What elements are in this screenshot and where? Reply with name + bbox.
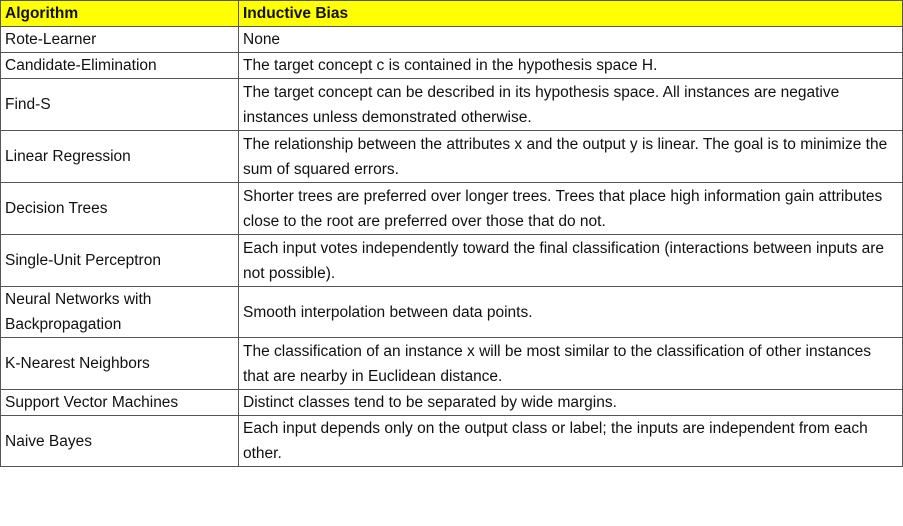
bias-cell: Each input votes independently toward the final classification (interactions between inputs are not possible).: [239, 235, 903, 287]
algorithm-cell: Decision Trees: [1, 183, 239, 235]
header-inductive-bias: Inductive Bias: [239, 1, 903, 27]
algorithm-cell: Find-S: [1, 79, 239, 131]
table-row: [1, 338, 903, 390]
algorithm-cell: Support Vector Machines: [1, 390, 239, 416]
bias-cell: The target concept c is contained in the hypothesis space H.: [239, 53, 903, 79]
table-header-row: [1, 1, 903, 27]
bias-cell: The relationship between the attributes x and the output y is linear. The goal is to minimize the sum of squared errors.: [239, 131, 903, 183]
bias-cell: None: [239, 27, 903, 53]
algorithm-cell: Neural Networks with Backpropagation: [1, 287, 239, 338]
algorithm-cell: Linear Regression: [1, 131, 239, 183]
bias-cell: Shorter trees are preferred over longer trees. Trees that place high information gain attributes close to the root are preferred over those that do not.: [239, 183, 903, 235]
algorithm-cell: Rote-Learner: [1, 27, 239, 53]
table-row: [1, 183, 903, 235]
table-row: [1, 287, 903, 338]
table-row: [1, 235, 903, 287]
bias-cell: Smooth interpolation between data points.: [239, 287, 903, 338]
bias-cell: Distinct classes tend to be separated by wide margins.: [239, 390, 903, 416]
algorithm-cell: Candidate-Elimination: [1, 53, 239, 79]
table-row: [1, 27, 903, 53]
table-row: [1, 131, 903, 183]
table-row: [1, 53, 903, 79]
bias-cell: Each input depends only on the output class or label; the inputs are independent from each other.: [239, 416, 903, 467]
algorithm-cell: Single-Unit Perceptron: [1, 235, 239, 287]
header-algorithm: Algorithm: [1, 1, 239, 27]
bias-cell: The classification of an instance x will be most similar to the classification of other instances that are nearby in Euclidean distance.: [239, 338, 903, 390]
table-row: [1, 416, 903, 467]
bias-cell: The target concept can be described in its hypothesis space. All instances are negative instances unless demonstrated otherwise.: [239, 79, 903, 131]
table-row: [1, 79, 903, 131]
algorithm-cell: Naive Bayes: [1, 416, 239, 467]
algorithm-cell: K-Nearest Neighbors: [1, 338, 239, 390]
table-row: [1, 390, 903, 416]
